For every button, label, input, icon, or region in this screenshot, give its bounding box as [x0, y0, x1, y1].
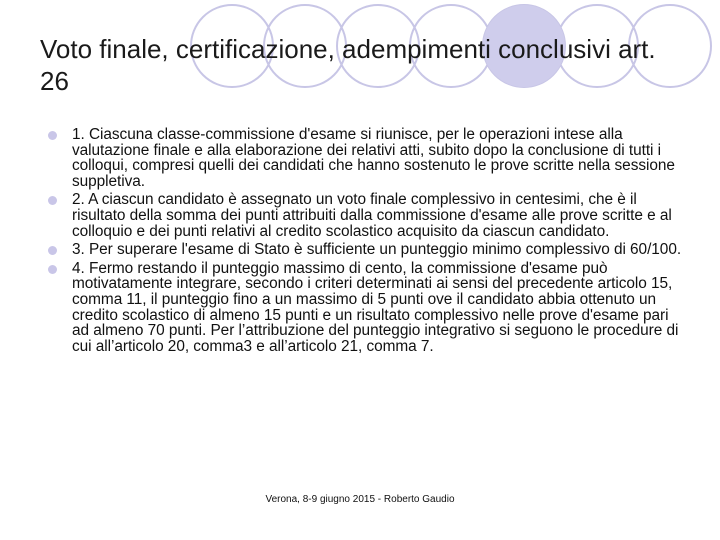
- bullet-icon: [48, 131, 57, 140]
- bullet-icon: [48, 246, 57, 255]
- slide-title: Voto finale, certificazione, adempimenti conclusivi art. 26: [40, 34, 656, 96]
- bullet-item: [48, 127, 688, 189]
- bullet-item: [48, 261, 688, 355]
- bullet-text: 4. Fermo restando il punteggio massimo di cento, la commissione d'esame può motivatamente integrare, secondo i criteri determinati ai sensi del precedente articolo 15, comma 11, il punteggio fino a un massimo di 5 punti ove il candidato abbia ottenuto un credito scolastico di almeno 15 punti e un risultato complessivo nelle prove d'esame pari ad almeno 70 punti. Per l’attribuzione del punteggio integrativo si seguono le procedure di cui all’articolo 20, comma3 e all’articolo 21, comma 7.: [72, 259, 679, 355]
- bullet-text: 1. Ciascuna classe-commissione d'esame si riunisce, per le operazioni intese alla valutazione finale e alla elaborazione dei relativi atti, subito dopo la conclusione di tutti i colloqui, compresi quelli dei candidati che hanno sostenuto le prove scritte nella sessione suppletiva.: [72, 126, 675, 190]
- slide-footer: Verona, 8-9 giugno 2015 - Roberto Gaudio: [265, 494, 455, 505]
- bullet-icon: [48, 265, 57, 274]
- bullet-text: 3. Per superare l'esame di Stato è sufficiente un punteggio minimo complessivo di 60/100.: [72, 241, 682, 259]
- bullet-item: [48, 242, 688, 258]
- bullet-list: [48, 127, 688, 357]
- bullet-icon: [48, 196, 57, 205]
- bullet-text: 2. A ciascun candidato è assegnato un voto finale complessivo in centesimi, che è il risultato della somma dei punti attribuiti dalla commissione d'esame alle prove scritte e al colloquio e dei punti relativi al credito scolastico acquisito da ciascun candidato.: [72, 191, 672, 240]
- bullet-item: [48, 192, 688, 239]
